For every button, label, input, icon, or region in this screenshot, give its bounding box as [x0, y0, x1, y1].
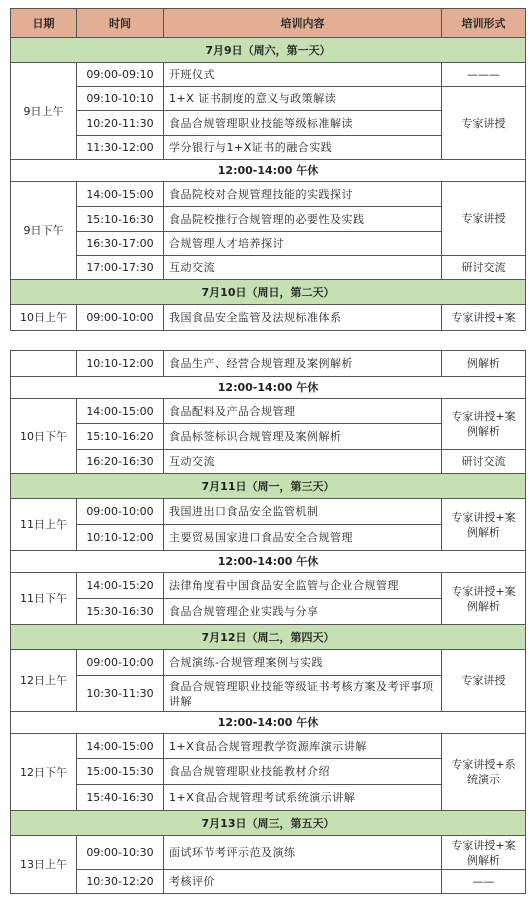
session-label: 12日下午	[11, 734, 77, 811]
content-cell: 食品合规管理职业技能等级证书考核方案及考评事项讲解	[164, 676, 442, 712]
content-cell: 合规管理人才培养探讨	[164, 232, 442, 256]
form-cell: 专家讲授+案例解析	[442, 836, 526, 870]
session-label: 13日上午	[11, 836, 77, 894]
time-cell: 11:30-12:00	[77, 136, 164, 160]
form-cell: 专家讲授+案例解析	[442, 399, 526, 450]
time-cell: 15:40-16:30	[77, 785, 164, 811]
time-cell: 14:00-15:00	[77, 182, 164, 207]
form-cell: 专家讲授+案例解析	[442, 573, 526, 625]
lunch-break: 12:00-14:00 午休	[11, 377, 526, 399]
content-cell: 1+X食品合规管理教学资源库演示讲解	[164, 734, 442, 759]
session-label: 12日上午	[11, 650, 77, 712]
content-cell: 1+X 证书制度的意义与政策解读	[164, 87, 442, 111]
time-cell: 14:00-15:00	[77, 399, 164, 424]
day-title: 7月9日（周六，第一天）	[11, 38, 526, 63]
form-cell: 专家讲授	[442, 87, 526, 160]
day-title: 7月13日（周三，第五天）	[11, 811, 526, 836]
time-cell: 15:10-16:30	[77, 207, 164, 232]
form-cell: 专家讲授	[442, 650, 526, 712]
content-cell: 学分银行与1+X证书的融合实践	[164, 136, 442, 160]
content-cell: 食品合规管理职业技能教材介绍	[164, 759, 442, 785]
header-date: 日期	[11, 9, 77, 38]
content-cell: 食品院校推行合规管理的必要性及实践	[164, 207, 442, 232]
header-row	[11, 9, 526, 38]
header-form: 培训形式	[442, 9, 526, 38]
day-title: 7月11日（周一，第三天）	[11, 474, 526, 499]
time-cell: 15:30-16:30	[77, 599, 164, 625]
content-cell: 合规演练-合规管理案例与实践	[164, 650, 442, 676]
form-cell: 专家讲授+系统演示	[442, 734, 526, 811]
content-cell: 法律角度看中国食品安全监管与企业合规管理	[164, 573, 442, 599]
time-cell: 10:10-12:00	[77, 525, 164, 551]
content-cell: 我国食品安全监管及法规标准体系	[164, 305, 442, 331]
content-cell: 食品合规管理职业技能等级标准解读	[164, 111, 442, 136]
content-cell: 互动交流	[164, 256, 442, 280]
content-cell: 互动交流	[164, 450, 442, 474]
session-label: 11日上午	[11, 499, 77, 551]
time-cell: 10:30-12:20	[77, 870, 164, 894]
time-cell: 10:20-11:30	[77, 111, 164, 136]
form-cell: 研讨交流	[442, 256, 526, 280]
day-title: 7月10日（周日，第二天）	[11, 280, 526, 305]
time-cell: 14:00-15:00	[77, 734, 164, 759]
content-cell: 1+X食品合规管理考试系统演示讲解	[164, 785, 442, 811]
schedule-table-bottom	[10, 350, 526, 894]
content-cell: 食品生产、经营合规管理及案例解析	[164, 351, 442, 377]
time-cell: 09:00-09:10	[77, 63, 164, 87]
time-cell: 09:10-10:10	[77, 87, 164, 111]
content-cell: 食品配料及产品合规管理	[164, 399, 442, 424]
time-cell: 09:00-10:30	[77, 836, 164, 870]
content-cell: 食品院校对合规管理技能的实践探讨	[164, 182, 442, 207]
empty-cell	[11, 351, 77, 377]
day-row	[11, 38, 526, 63]
time-cell: 15:00-15:30	[77, 759, 164, 785]
form-cell: 研讨交流	[442, 450, 526, 474]
session-label: 9日下午	[11, 182, 77, 280]
session-label: 10日上午	[11, 305, 77, 331]
time-cell: 10:30-11:30	[77, 676, 164, 712]
schedule-table-top	[10, 8, 526, 331]
session-label: 11日下午	[11, 573, 77, 625]
time-cell: 10:10-12:00	[77, 351, 164, 377]
session-label: 9日上午	[11, 63, 77, 160]
time-cell: 16:30-17:00	[77, 232, 164, 256]
time-cell: 09:00-10:00	[77, 305, 164, 331]
header-content: 培训内容	[164, 9, 442, 38]
time-cell: 16:20-16:30	[77, 450, 164, 474]
time-cell: 09:00-10:00	[77, 650, 164, 676]
lunch-break: 12:00-14:00 午休	[11, 160, 526, 182]
time-cell: 17:00-17:30	[77, 256, 164, 280]
time-cell: 14:00-15:20	[77, 573, 164, 599]
form-cell: 专家讲授+案	[442, 305, 526, 331]
form-cell: 专家讲授+案例解析	[442, 499, 526, 551]
header-time: 时间	[77, 9, 164, 38]
content-cell: 考核评价	[164, 870, 442, 894]
content-cell: 食品合规管理企业实践与分享	[164, 599, 442, 625]
form-cell: ——	[442, 870, 526, 894]
form-cell: 专家讲授	[442, 182, 526, 256]
session-label: 10日下午	[11, 399, 77, 474]
content-cell: 主要贸易国家进口食品安全合规管理	[164, 525, 442, 551]
form-cell: ———	[442, 63, 526, 87]
lunch-break: 12:00-14:00 午休	[11, 712, 526, 734]
content-cell: 面试环节考评示范及演练	[164, 836, 442, 870]
content-cell: 我国进出口食品安全监管机制	[164, 499, 442, 525]
day-title: 7月12日（周二，第四天）	[11, 625, 526, 650]
time-cell: 09:00-10:00	[77, 499, 164, 525]
content-cell: 食品标签标识合规管理及案例解析	[164, 424, 442, 450]
time-cell: 15:10-16:20	[77, 424, 164, 450]
content-cell: 开班仪式	[164, 63, 442, 87]
form-cell: 例解析	[442, 351, 526, 377]
lunch-break: 12:00-14:00 午休	[11, 551, 526, 573]
